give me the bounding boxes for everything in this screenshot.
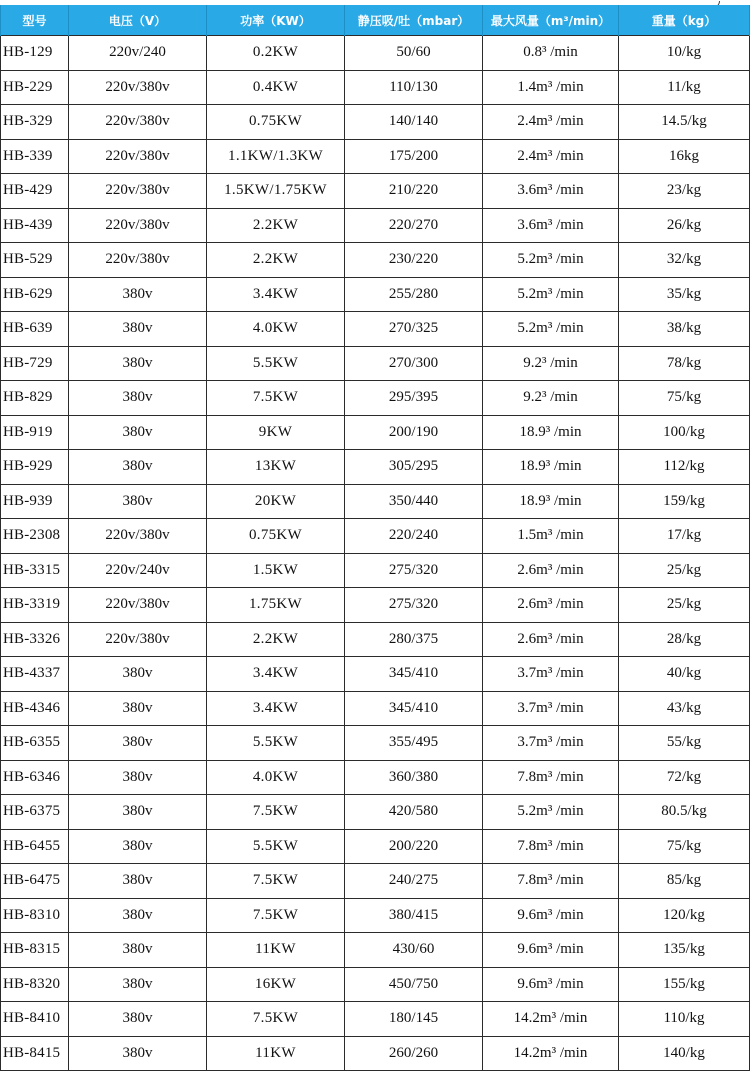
- cell-power: 11KW: [207, 933, 345, 968]
- cell-weight: 135/kg: [619, 933, 750, 968]
- cell-model: HB-6375: [1, 795, 69, 830]
- cell-model: HB-339: [1, 139, 69, 174]
- cell-max-airflow: 14.2m³ /min: [483, 1036, 619, 1071]
- cell-power: 2.2KW: [207, 243, 345, 278]
- cell-voltage: 380v: [69, 657, 207, 692]
- cell-static-pressure: 110/130: [345, 70, 483, 105]
- cell-model: HB-529: [1, 243, 69, 278]
- cell-power: 1.1KW/1.3KW: [207, 139, 345, 174]
- table-row: [1, 657, 750, 692]
- cell-max-airflow: 9.6m³ /min: [483, 933, 619, 968]
- table-row: [1, 36, 750, 71]
- cell-static-pressure: 220/240: [345, 519, 483, 554]
- cell-max-airflow: 9.6m³ /min: [483, 967, 619, 1002]
- cell-model: HB-829: [1, 381, 69, 416]
- cell-voltage: 380v: [69, 864, 207, 899]
- cell-model: HB-6355: [1, 726, 69, 761]
- cell-static-pressure: 140/140: [345, 105, 483, 140]
- cell-static-pressure: 450/750: [345, 967, 483, 1002]
- cell-static-pressure: 280/375: [345, 622, 483, 657]
- cell-voltage: 380v: [69, 415, 207, 450]
- cell-static-pressure: 275/320: [345, 553, 483, 588]
- cell-voltage: 220v/380v: [69, 588, 207, 623]
- cell-model: HB-3326: [1, 622, 69, 657]
- cell-static-pressure: 305/295: [345, 450, 483, 485]
- cell-voltage: 220v/380v: [69, 174, 207, 209]
- cell-weight: 110/kg: [619, 1002, 750, 1037]
- cell-voltage: 380v: [69, 312, 207, 347]
- cell-voltage: 220v/380v: [69, 139, 207, 174]
- cell-max-airflow: 18.9³ /min: [483, 484, 619, 519]
- table-row: [1, 691, 750, 726]
- cell-voltage: 380v: [69, 898, 207, 933]
- cell-model: HB-919: [1, 415, 69, 450]
- cell-weight: 25/kg: [619, 553, 750, 588]
- cell-weight: 43/kg: [619, 691, 750, 726]
- cell-static-pressure: 180/145: [345, 1002, 483, 1037]
- cell-static-pressure: 50/60: [345, 36, 483, 71]
- cell-model: HB-6475: [1, 864, 69, 899]
- cell-voltage: 380v: [69, 346, 207, 381]
- cell-weight: 17/kg: [619, 519, 750, 554]
- cell-voltage: 220v/380v: [69, 105, 207, 140]
- header-max-airflow: 最大风量（m³/min）: [483, 5, 619, 36]
- cell-model: HB-929: [1, 450, 69, 485]
- cell-max-airflow: 5.2m³ /min: [483, 795, 619, 830]
- cell-model: HB-2308: [1, 519, 69, 554]
- cell-model: HB-6455: [1, 829, 69, 864]
- cell-model: HB-8410: [1, 1002, 69, 1037]
- cell-power: 7.5KW: [207, 898, 345, 933]
- cell-static-pressure: 275/320: [345, 588, 483, 623]
- cell-max-airflow: 2.4m³ /min: [483, 105, 619, 140]
- cell-weight: 100/kg: [619, 415, 750, 450]
- table-row: [1, 726, 750, 761]
- cell-static-pressure: 175/200: [345, 139, 483, 174]
- table-row: [1, 864, 750, 899]
- cell-static-pressure: 430/60: [345, 933, 483, 968]
- cell-power: 5.5KW: [207, 829, 345, 864]
- cell-max-airflow: 3.6m³ /min: [483, 174, 619, 209]
- cell-model: HB-129: [1, 36, 69, 71]
- cell-static-pressure: 380/415: [345, 898, 483, 933]
- cell-static-pressure: 360/380: [345, 760, 483, 795]
- cell-weight: 38/kg: [619, 312, 750, 347]
- cell-static-pressure: 240/275: [345, 864, 483, 899]
- cell-max-airflow: 9.2³ /min: [483, 381, 619, 416]
- table-row: [1, 1002, 750, 1037]
- cell-weight: 28/kg: [619, 622, 750, 657]
- cell-model: HB-8310: [1, 898, 69, 933]
- header-static-pressure: 静压吸/吐（mbar）: [345, 5, 483, 36]
- cell-model: HB-8320: [1, 967, 69, 1002]
- cell-weight: 25/kg: [619, 588, 750, 623]
- table-row: [1, 415, 750, 450]
- cell-power: 11KW: [207, 1036, 345, 1071]
- cell-voltage: 220v/380v: [69, 208, 207, 243]
- cell-power: 16KW: [207, 967, 345, 1002]
- table-row: [1, 208, 750, 243]
- cell-voltage: 220v/380v: [69, 70, 207, 105]
- cell-power: 0.4KW: [207, 70, 345, 105]
- table-row: [1, 760, 750, 795]
- cell-weight: 55/kg: [619, 726, 750, 761]
- table-row: [1, 346, 750, 381]
- cell-max-airflow: 2.4m³ /min: [483, 139, 619, 174]
- cell-static-pressure: 420/580: [345, 795, 483, 830]
- cell-max-airflow: 2.6m³ /min: [483, 588, 619, 623]
- cell-model: HB-639: [1, 312, 69, 347]
- cell-model: HB-939: [1, 484, 69, 519]
- cell-weight: 72/kg: [619, 760, 750, 795]
- cell-static-pressure: 270/325: [345, 312, 483, 347]
- cell-power: 5.5KW: [207, 726, 345, 761]
- cell-power: 0.75KW: [207, 519, 345, 554]
- table-header: [1, 5, 750, 36]
- cell-voltage: 380v: [69, 967, 207, 1002]
- cell-model: HB-729: [1, 346, 69, 381]
- table-row: [1, 519, 750, 554]
- cell-max-airflow: 7.8m³ /min: [483, 760, 619, 795]
- cell-power: 3.4KW: [207, 657, 345, 692]
- cell-voltage: 380v: [69, 691, 207, 726]
- table-row: [1, 484, 750, 519]
- table-row: [1, 450, 750, 485]
- cell-voltage: 380v: [69, 484, 207, 519]
- cell-weight: 11/kg: [619, 70, 750, 105]
- cell-weight: 112/kg: [619, 450, 750, 485]
- cell-max-airflow: 3.6m³ /min: [483, 208, 619, 243]
- cell-weight: 120/kg: [619, 898, 750, 933]
- cell-max-airflow: 18.9³ /min: [483, 415, 619, 450]
- cell-max-airflow: 7.8m³ /min: [483, 864, 619, 899]
- cell-weight: 75/kg: [619, 381, 750, 416]
- cell-voltage: 220v/240v: [69, 553, 207, 588]
- cell-max-airflow: 1.5m³ /min: [483, 519, 619, 554]
- cell-voltage: 220v/380v: [69, 519, 207, 554]
- cell-voltage: 380v: [69, 1002, 207, 1037]
- cell-power: 2.2KW: [207, 208, 345, 243]
- table-row: [1, 105, 750, 140]
- cell-power: 13KW: [207, 450, 345, 485]
- cell-max-airflow: 0.8³ /min: [483, 36, 619, 71]
- cell-max-airflow: 3.7m³ /min: [483, 691, 619, 726]
- cell-power: 0.75KW: [207, 105, 345, 140]
- cell-power: 4.0KW: [207, 312, 345, 347]
- cell-max-airflow: 14.2m³ /min: [483, 1002, 619, 1037]
- cell-voltage: 380v: [69, 450, 207, 485]
- cell-power: 5.5KW: [207, 346, 345, 381]
- cell-weight: 85/kg: [619, 864, 750, 899]
- cell-weight: 159/kg: [619, 484, 750, 519]
- cell-static-pressure: 210/220: [345, 174, 483, 209]
- cell-weight: 16kg: [619, 139, 750, 174]
- cell-max-airflow: 3.7m³ /min: [483, 657, 619, 692]
- cell-voltage: 380v: [69, 277, 207, 312]
- header-model: 型号: [1, 5, 69, 36]
- cell-voltage: 380v: [69, 829, 207, 864]
- cell-max-airflow: 9.2³ /min: [483, 346, 619, 381]
- cell-power: 1.75KW: [207, 588, 345, 623]
- cell-model: HB-439: [1, 208, 69, 243]
- cell-model: HB-429: [1, 174, 69, 209]
- cell-voltage: 380v: [69, 381, 207, 416]
- blower-spec-table: [0, 5, 750, 1071]
- cell-max-airflow: 5.2m³ /min: [483, 277, 619, 312]
- cell-max-airflow: 3.7m³ /min: [483, 726, 619, 761]
- cell-static-pressure: 200/220: [345, 829, 483, 864]
- cell-power: 7.5KW: [207, 864, 345, 899]
- cell-static-pressure: 345/410: [345, 691, 483, 726]
- cell-max-airflow: 2.6m³ /min: [483, 622, 619, 657]
- cell-static-pressure: 255/280: [345, 277, 483, 312]
- header-voltage: 电压（V）: [69, 5, 207, 36]
- cell-model: HB-4337: [1, 657, 69, 692]
- cell-weight: 78/kg: [619, 346, 750, 381]
- cell-weight: 80.5/kg: [619, 795, 750, 830]
- cell-power: 7.5KW: [207, 381, 345, 416]
- cell-static-pressure: 200/190: [345, 415, 483, 450]
- header-row: [1, 5, 750, 36]
- table-row: [1, 70, 750, 105]
- cell-max-airflow: 7.8m³ /min: [483, 829, 619, 864]
- cell-weight: 10/kg: [619, 36, 750, 71]
- cell-static-pressure: 260/260: [345, 1036, 483, 1071]
- cell-static-pressure: 270/300: [345, 346, 483, 381]
- cell-model: HB-8315: [1, 933, 69, 968]
- cell-model: HB-229: [1, 70, 69, 105]
- cell-weight: 26/kg: [619, 208, 750, 243]
- cell-voltage: 380v: [69, 726, 207, 761]
- cell-power: 4.0KW: [207, 760, 345, 795]
- cell-weight: 40/kg: [619, 657, 750, 692]
- cell-power: 3.4KW: [207, 277, 345, 312]
- cell-static-pressure: 355/495: [345, 726, 483, 761]
- cell-static-pressure: 220/270: [345, 208, 483, 243]
- cell-power: 1.5KW/1.75KW: [207, 174, 345, 209]
- cell-voltage: 380v: [69, 933, 207, 968]
- cell-static-pressure: 350/440: [345, 484, 483, 519]
- cell-weight: 155/kg: [619, 967, 750, 1002]
- cell-model: HB-6346: [1, 760, 69, 795]
- header-power: 功率（KW）: [207, 5, 345, 36]
- cell-voltage: 220v/240: [69, 36, 207, 71]
- cell-model: HB-8415: [1, 1036, 69, 1071]
- cell-model: HB-3319: [1, 588, 69, 623]
- cell-model: HB-329: [1, 105, 69, 140]
- cell-weight: 75/kg: [619, 829, 750, 864]
- cell-power: 1.5KW: [207, 553, 345, 588]
- cell-model: HB-4346: [1, 691, 69, 726]
- cell-weight: 140/kg: [619, 1036, 750, 1071]
- cell-voltage: 220v/380v: [69, 243, 207, 278]
- cell-max-airflow: 5.2m³ /min: [483, 243, 619, 278]
- cell-power: 7.5KW: [207, 795, 345, 830]
- table-row: [1, 898, 750, 933]
- cell-voltage: 380v: [69, 1036, 207, 1071]
- table-row: [1, 139, 750, 174]
- cell-weight: 14.5/kg: [619, 105, 750, 140]
- table-row: [1, 1036, 750, 1071]
- cell-power: 20KW: [207, 484, 345, 519]
- cell-model: HB-629: [1, 277, 69, 312]
- cell-power: 2.2KW: [207, 622, 345, 657]
- cell-max-airflow: 2.6m³ /min: [483, 553, 619, 588]
- cell-max-airflow: 1.4m³ /min: [483, 70, 619, 105]
- cell-static-pressure: 345/410: [345, 657, 483, 692]
- cell-static-pressure: 295/395: [345, 381, 483, 416]
- cell-static-pressure: 230/220: [345, 243, 483, 278]
- table-row: [1, 553, 750, 588]
- cell-power: 3.4KW: [207, 691, 345, 726]
- cell-weight: 32/kg: [619, 243, 750, 278]
- cell-model: HB-3315: [1, 553, 69, 588]
- table-row: [1, 277, 750, 312]
- cell-power: 0.2KW: [207, 36, 345, 71]
- cell-power: 7.5KW: [207, 1002, 345, 1037]
- table-row: [1, 588, 750, 623]
- table-row: [1, 312, 750, 347]
- cell-voltage: 380v: [69, 795, 207, 830]
- table-row: [1, 381, 750, 416]
- cell-voltage: 380v: [69, 760, 207, 795]
- cell-voltage: 220v/380v: [69, 622, 207, 657]
- table-row: [1, 795, 750, 830]
- cell-max-airflow: 18.9³ /min: [483, 450, 619, 485]
- table-row: [1, 622, 750, 657]
- header-weight: 重量（kg）: [619, 5, 750, 36]
- table-row: [1, 967, 750, 1002]
- table-row: [1, 174, 750, 209]
- table-body: [1, 36, 750, 1071]
- table-row: [1, 243, 750, 278]
- cell-max-airflow: 9.6m³ /min: [483, 898, 619, 933]
- cell-weight: 35/kg: [619, 277, 750, 312]
- table-row: [1, 933, 750, 968]
- cell-weight: 23/kg: [619, 174, 750, 209]
- table-row: [1, 829, 750, 864]
- cell-power: 9KW: [207, 415, 345, 450]
- cell-max-airflow: 5.2m³ /min: [483, 312, 619, 347]
